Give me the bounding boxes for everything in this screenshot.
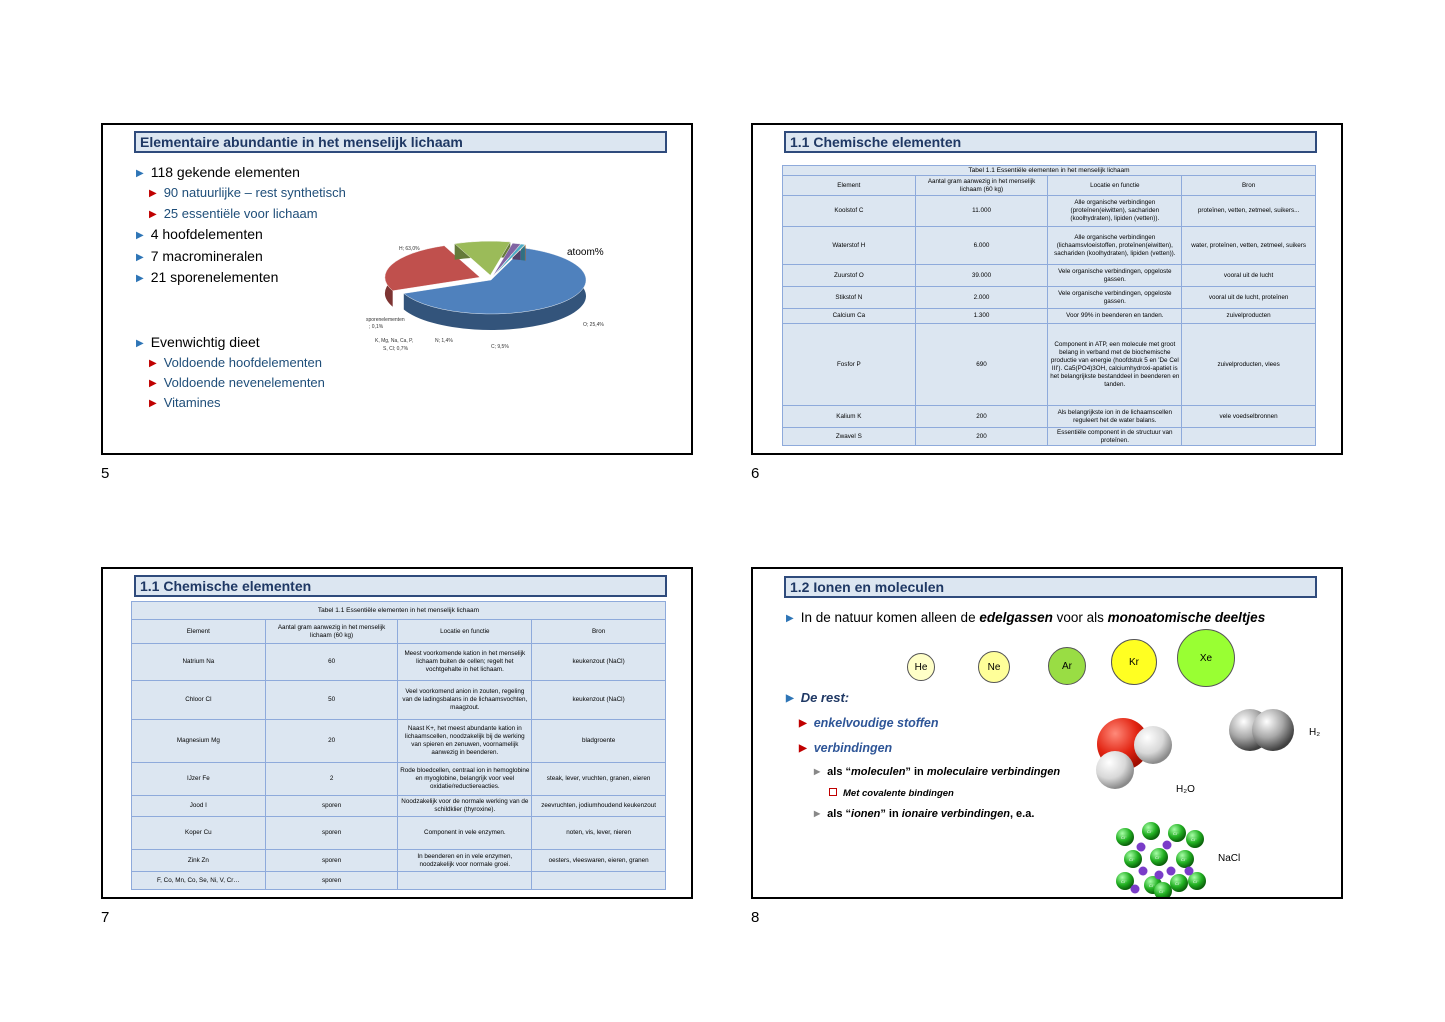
data-label-c: C; 9,5% [491,344,509,350]
table-caption: Tabel 1.1 Essentiële elementen in het menselijk lichaam [783,166,1316,176]
square-bullet-icon [829,788,837,796]
cell: Natrium Na [132,644,266,681]
ar-atom: Ar [1048,647,1086,685]
table-row [783,265,1316,287]
bullet-trace-elements: ▶ 21 sporenelementen [136,269,279,285]
triangle-bullet-icon: ▶ [136,230,144,241]
chloride-label: Cl⁻ [1121,879,1127,884]
cell: Chloor Cl [132,681,266,720]
nacl-crystal [1113,819,1208,899]
cell: 690 [915,324,1048,406]
cell: keukenzout (NaCl) [532,644,666,681]
chloride-label: Cl⁻ [1159,889,1165,894]
h2-label: H₂ [1309,727,1321,738]
h2o-label: H₂O [1176,784,1195,795]
cell: Magnesium Mg [132,720,266,763]
cell: Meest voorkomende kation in het menselijk lichaam buiten de cellen; regelt het vochtgehalte in het lichaam. [398,644,532,681]
cell: Waterstof H [783,227,916,265]
slide-title: 1.1 Chemische elementen [134,575,667,597]
cell: keukenzout (NaCl) [532,681,666,720]
page-number-6: 6 [751,465,760,482]
chloride-label: Cl⁻ [1147,829,1153,834]
cell: Naast K+, het meest abundante kation in lichaamscellen, noodzakelijk bij de werking van spieren en zenuwen, voornamelijk aanwezig in beenderen. [398,720,532,763]
header-location: Locatie en functie [1048,176,1182,196]
header-source: Bron [532,620,666,644]
elements-table [131,601,666,890]
bullet-side-elements: ▶ Voldoende nevenelementen [149,375,325,390]
slide-title: Elementaire abundantie in het menselijk lichaam [134,131,667,153]
cell: Zink Zn [132,850,266,872]
chloride-label: Cl⁻ [1155,855,1161,860]
cell: Calcium Ca [783,309,916,324]
cell: noten, vis, lever, nieren [532,817,666,850]
cell: zuivelproducten, vlees [1182,324,1316,406]
cell: sporen [265,817,398,850]
elements-table [782,165,1316,446]
pie-slice-side-trace [525,245,526,261]
cell: In beenderen en in vele enzymen, noodzakelijk voor normale groei. [398,850,532,872]
table-row [132,796,666,817]
cell: Alle organische verbindingen (lichaamsvloeistoffen, proteïnen(eiwitten), sachariden (koolhydraten), lipiden (vetten)). [1048,227,1182,265]
cell [398,872,532,890]
bullet-covalent: Met covalente bindingen [829,788,954,799]
triangle-bullet-icon: ▶ [814,767,821,776]
bullet-macrominerals: ▶ 7 macromineralen [136,248,263,264]
chloride-label: Cl⁻ [1149,883,1155,888]
triangle-bullet-icon: ▶ [136,338,144,349]
cell: Kalium K [783,406,916,428]
cell: Koper Cu [132,817,266,850]
cell: 50 [265,681,398,720]
bullet-elements: ▶ 118 gekende elementen [136,164,300,180]
bullet-rest: ▶ De rest: [786,690,850,705]
cell: Jood I [132,796,266,817]
bullet-noble-gases: ▶ In de natuur komen alleen de edelgassen voor als monoatomische deeltjes [786,610,1266,625]
cell: steak, lever, vruchten, granen, eieren [532,763,666,796]
ne-atom: Ne [978,651,1010,683]
header-amount: Aantal gram aanwezig in het menselijk lichaam (60 kg) [265,620,398,644]
bullet-essential: ▶ 25 essentiële voor lichaam [149,206,318,221]
kr-atom: Kr [1111,639,1157,685]
cell: Als belangrijkste ion in de lichaamscellen reguleert het de water balans. [1048,406,1182,428]
cell: Rode bloedcellen, centraal ion in hemoglobine en myoglobine, belangrijk voor veel oxidatie/reductiereacties. [398,763,532,796]
table-row [783,428,1316,446]
cell: Stikstof N [783,287,916,309]
triangle-bullet-icon: ▶ [799,718,807,729]
bullet-vitamins: ▶ Vitamines [149,395,221,410]
cell: 39.000 [915,265,1048,287]
sodium-ion [1137,843,1146,852]
chart-title: atoom% [567,247,604,258]
cell: 20 [265,720,398,763]
triangle-bullet-icon: ▶ [149,398,157,409]
cell: vele voedselbronnen [1182,406,1316,428]
chloride-label: Cl⁻ [1181,857,1187,862]
table-row [783,287,1316,309]
chloride-label: Cl⁻ [1191,837,1197,842]
cell: 11.000 [915,196,1048,227]
table-row [783,406,1316,428]
cell: Fosfor P [783,324,916,406]
cell: Vele organische verbindingen, opgeloste gassen. [1048,287,1182,309]
cell: 200 [915,428,1048,446]
cell: Essentiële component in de structuur van proteïnen. [1048,428,1182,446]
cell: 2.000 [915,287,1048,309]
cell: sporen [265,850,398,872]
bullet-molecules: ▶ als “moleculen” in moleculaire verbindingen [814,766,1061,778]
cell: 200 [915,406,1048,428]
table-row [132,763,666,796]
cell: IJzer Fe [132,763,266,796]
data-label-trace: sporenelementen ; 0,1% [366,317,405,330]
sodium-ion [1131,885,1140,894]
cell: Component in ATP, een molecule met groot belang in verband met de biochemische productie van energie (hoofdstuk 5 en 'De Cel III'). Ca5(PO4)3OH, calciumhydroxi-apatiet is het belangrijkste bestanddeel in beenderen en tanden. [1048,324,1182,406]
triangle-bullet-icon: ▶ [786,613,794,624]
cell: Noodzakelijk voor de normale werking van de schildklier (thyroxine). [398,796,532,817]
bullet-simple-substances: ▶ enkelvoudige stoffen [799,716,939,730]
cell: 60 [265,644,398,681]
triangle-bullet-icon: ▶ [149,209,157,220]
triangle-bullet-icon: ▶ [149,188,157,199]
cell: oesters, vleeswaren, eieren, granen [532,850,666,872]
table-row [132,681,666,720]
data-label-n: N; 1,4% [435,338,453,344]
table-row [132,644,666,681]
header-element: Element [783,176,916,196]
sodium-ion [1163,841,1172,850]
header-location: Locatie en functie [398,620,532,644]
bullet-natural: ▶ 90 natuurlijke – rest synthetisch [149,185,346,200]
cell [1182,428,1316,446]
data-label-h: H; 63,0% [399,246,420,252]
cell: bladgroente [532,720,666,763]
triangle-bullet-icon: ▶ [814,809,821,818]
cell: Zuurstof O [783,265,916,287]
cell: Vele organische verbindingen, opgeloste gassen. [1048,265,1182,287]
cell: Koolstof C [783,196,916,227]
header-amount: Aantal gram aanwezig in het menselijk lichaam (60 kg) [915,176,1048,196]
triangle-bullet-icon: ▶ [786,693,794,704]
page-number-5: 5 [101,465,110,482]
cell: sporen [265,872,398,890]
table-row [783,324,1316,406]
cell: Veel voorkomend anion in zouten, regeling van de ladingsbalans in de lichaamsvochten, maagzout. [398,681,532,720]
table-caption: Tabel 1.1 Essentiële elementen in het menselijk lichaam [132,602,666,620]
table-row [783,309,1316,324]
cell: vooral uit de lucht [1182,265,1316,287]
data-label-minerals: K, Mg, Na, Ca, P, S, Cl; 0,7% [375,338,414,352]
triangle-bullet-icon: ▶ [136,273,144,284]
triangle-bullet-icon: ▶ [799,743,807,754]
cell: Component in vele enzymen. [398,817,532,850]
table-row [132,872,666,890]
hydrogen-molecule [1228,706,1298,754]
cell: zuivelproducten [1182,309,1316,324]
table-row [783,227,1316,265]
table-row [132,720,666,763]
cell: sporen [265,796,398,817]
chloride-label: Cl⁻ [1129,857,1135,862]
page-number-8: 8 [751,909,760,926]
slide-5 [101,123,693,455]
table-row [132,850,666,872]
header-element: Element [132,620,266,644]
slide-6 [751,123,1343,455]
cell: Alle organische verbindingen (proteïnen(eiwitten), sachariden (koolhydraten), lipiden (vetten)). [1048,196,1182,227]
chloride-label: Cl⁻ [1193,879,1199,884]
chloride-label: Cl⁻ [1173,831,1179,836]
data-label-o: O; 25,4% [583,322,604,328]
triangle-bullet-icon: ▶ [136,252,144,263]
table-row [132,817,666,850]
bullet-compounds: ▶ verbindingen [799,741,893,755]
slide-7 [101,567,693,899]
cell [532,872,666,890]
bullet-main-elements: ▶ 4 hoofdelementen [136,226,263,242]
cell: 1.300 [915,309,1048,324]
cell: vooral uit de lucht, proteïnen [1182,287,1316,309]
bullet-ions: ▶ als “ionen” in ionaire verbindingen, e.a. [814,808,1035,820]
slide-8 [751,567,1343,899]
bullet-diet: ▶ Evenwichtig dieet [136,334,260,350]
triangle-bullet-icon: ▶ [149,378,157,389]
sodium-ion [1155,871,1164,880]
table-row [783,196,1316,227]
cell: Voor 99% in beenderen en tanden. [1048,309,1182,324]
cell: F, Co, Mn, Co, Se, Ni, V, Cr… [132,872,266,890]
page-number-7: 7 [101,909,110,926]
chloride-label: Cl⁻ [1175,881,1181,886]
triangle-bullet-icon: ▶ [136,168,144,179]
sodium-ion [1185,867,1194,876]
header-source: Bron [1182,176,1316,196]
pie-chart [361,235,661,375]
he-atom: He [907,653,935,681]
bullet-main-elements-diet: ▶ Voldoende hoofdelementen [149,355,323,370]
cell: 2 [265,763,398,796]
cell: zeevruchten, jodiumhoudend keukenzout [532,796,666,817]
cell: water, proteïnen, vetten, zetmeel, suikers [1182,227,1316,265]
cell: Zwavel S [783,428,916,446]
sodium-ion [1167,867,1176,876]
chloride-label: Cl⁻ [1121,835,1127,840]
sodium-ion [1139,867,1148,876]
triangle-bullet-icon: ▶ [149,358,157,369]
cell: 6.000 [915,227,1048,265]
slide-title: 1.2 Ionen en moleculen [784,576,1317,598]
cell: proteïnen, vetten, zetmeel, suikers... [1182,196,1316,227]
water-molecule [1093,714,1183,794]
nacl-label: NaCl [1218,853,1241,864]
slide-title: 1.1 Chemische elementen [784,131,1317,153]
xe-atom: Xe [1177,629,1235,687]
